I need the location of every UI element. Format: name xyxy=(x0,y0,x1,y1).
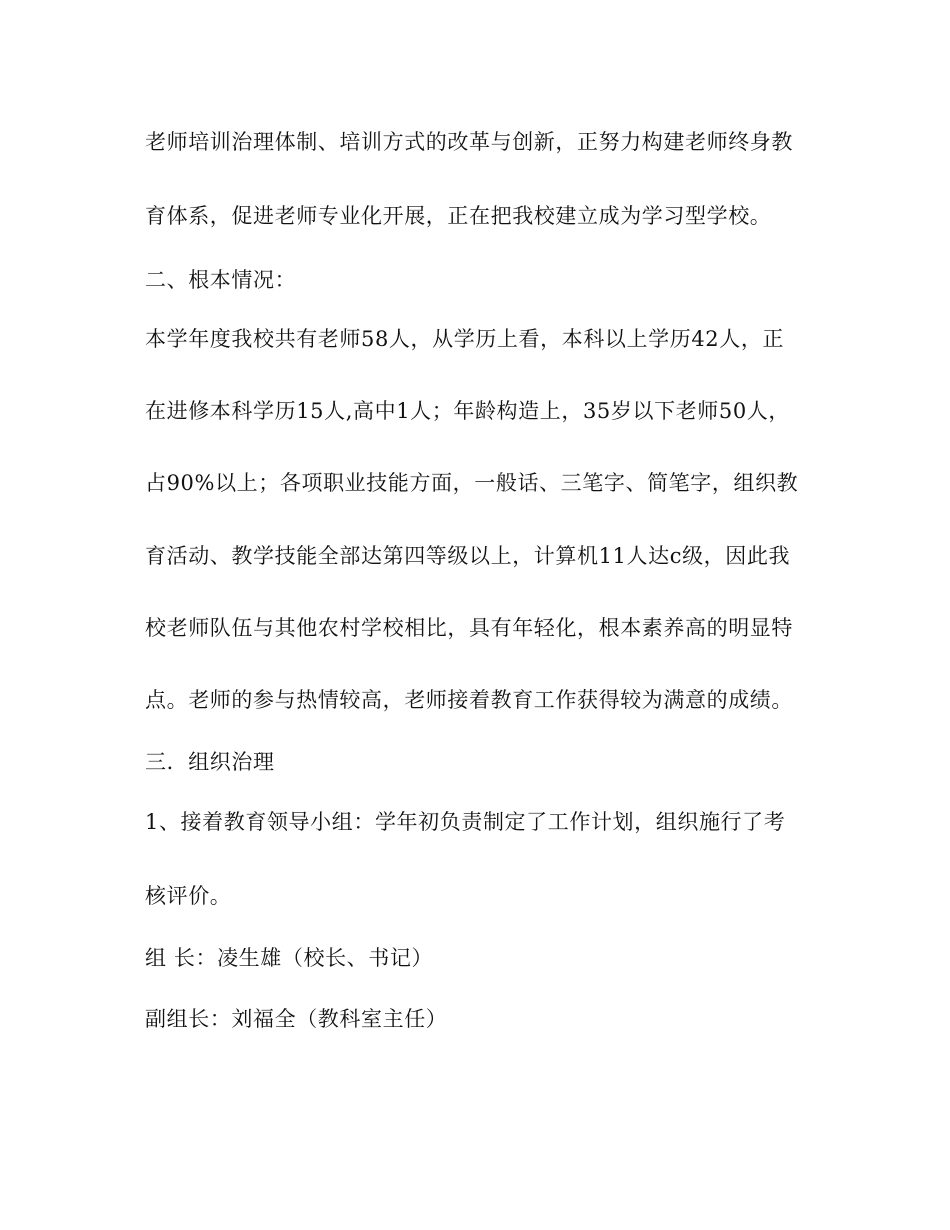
paragraph-line: 点。老师的参与热情较高，老师接着教育工作获得较为满意的成绩。 xyxy=(145,688,793,712)
paragraph-line: 育活动、教学技能全部达第四等级以上，计算机11人达c级，因此我 xyxy=(145,544,791,568)
paragraph-line: 老师培训治理体制、培训方式的改革与创新，正努力构建老师终身教 xyxy=(145,130,793,154)
paragraph-line: 育体系，促进老师专业化开展，正在把我校建立成为学习型学校。 xyxy=(145,204,772,228)
paragraph-line: 占90%以上；各项职业技能方面，一般话、三笔字、简笔字，组织教 xyxy=(145,471,799,495)
paragraph-line: 校老师队伍与其他农村学校相比，具有年轻化，根本素养高的明显特 xyxy=(145,616,793,640)
section-heading: 二、根本情况： xyxy=(145,268,297,292)
section-heading: 三．组织治理 xyxy=(145,750,275,774)
paragraph-line: 在进修本科学历15人,高中1人；年龄构造上，35岁以下老师50人， xyxy=(145,399,790,423)
paragraph-line: 本学年度我校共有老师58人，从学历上看，本科以上学历42人，正 xyxy=(145,327,785,351)
member-line-leader: 组 长：凌生雄（校长、书记） xyxy=(145,946,434,970)
paragraph-line: 1、接着教育领导小组：学年初负责制定了工作计划，组织施行了考 xyxy=(145,810,786,834)
member-line-deputy: 副组长：刘福全（教科室主任） xyxy=(145,1007,448,1031)
paragraph-line: 核评价。 xyxy=(145,884,232,908)
